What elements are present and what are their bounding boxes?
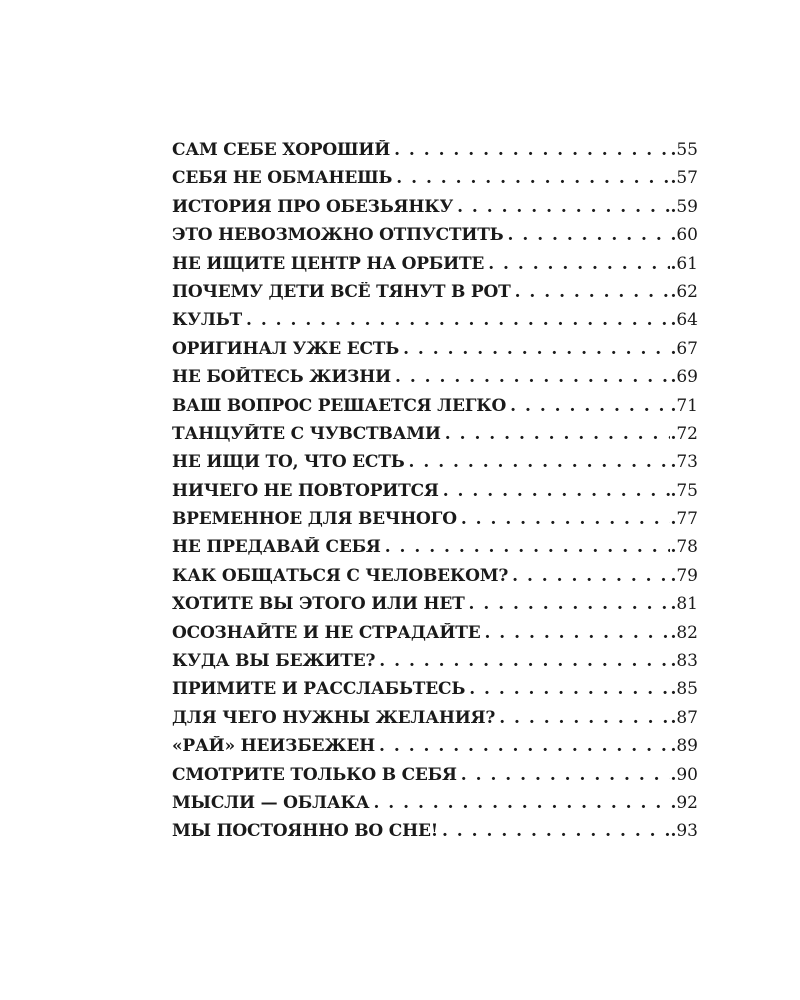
toc-entry[interactable] [172,537,698,565]
toc-entry-page-number: . 83 [670,651,698,671]
toc-entry[interactable] [172,367,698,395]
toc-entry-title: ВАШ ВОПРОС РЕШАЕТСЯ ЛЕГКО [172,395,507,416]
toc-entry-title: НЕ ИЩИ ТО, ЧТО ЕСТЬ [172,452,405,473]
toc-entry-title: МЫСЛИ — ОБЛАКА [172,792,370,813]
toc-entry-title: ПОЧЕМУ ДЕТИ ВСЁ ТЯНУТ В РОТ [172,281,511,302]
toc-entry[interactable] [172,282,698,310]
toc-entry[interactable] [172,623,698,651]
toc-entry-title: ТАНЦУЙТЕ С ЧУВСТВАМИ [172,423,441,444]
toc-entry-title: САМ СЕБЕ ХОРОШИЙ [172,140,391,160]
dot-leader [457,765,671,785]
dot-leader [375,651,670,671]
dot-leader [465,679,670,699]
toc-entry-page-number: . 77 [670,509,698,529]
toc-entry-page-number: . 93 [670,821,698,841]
toc-entry[interactable] [172,594,698,622]
dot-leader [375,736,670,756]
toc-entry-page-number: . 82 [670,623,698,643]
toc-entry-title: НИЧЕГО НЕ ПОВТОРИТСЯ [172,480,439,501]
toc-entry-page-number: . 92 [670,793,698,813]
dot-leader [511,282,671,302]
dot-leader [242,310,670,330]
dot-leader [484,254,670,274]
toc-entry[interactable] [172,424,698,452]
dot-leader [399,339,670,359]
toc-entry-page-number: . 75 [670,481,698,501]
toc-entry[interactable] [172,339,698,367]
toc-entry-title: КУЛЬТ [172,310,242,331]
toc-entry[interactable] [172,736,698,764]
toc-entry[interactable] [172,651,698,679]
toc-entry-page-number: . 61 [670,254,698,274]
toc-entry-page-number: . 89 [670,736,698,756]
toc-entry[interactable] [172,793,698,821]
toc-entry-page-number: . 55 [670,140,698,160]
toc-entry-title: КАК ОБЩАТЬСЯ С ЧЕЛОВЕКОМ? [172,565,509,586]
toc-entry-page-number: . 73 [670,452,698,472]
toc-entry-title: «РАЙ» НЕИЗБЕЖЕН [172,736,376,757]
toc-entry-title: НЕ ИЩИТЕ ЦЕНТР НА ОРБИТЕ [172,253,485,274]
dot-leader [369,793,670,813]
toc-entry-title: КУДА ВЫ БЕЖИТЕ? [172,651,376,672]
toc-entry-title: ИСТОРИЯ ПРО ОБЕЗЬЯНКУ [172,196,454,217]
dot-leader [439,481,671,501]
toc-entry-title: НЕ ПРЕДАВАЙ СЕБЯ [172,537,381,558]
toc-entry-title: ХОТИТЕ ВЫ ЭТОГО ИЛИ НЕТ [172,594,465,615]
toc-entry-title: СМОТРИТЕ ТОЛЬКО В СЕБЯ [172,764,457,785]
toc-entry[interactable] [172,140,698,168]
dot-leader [504,225,671,245]
dot-leader [457,509,671,529]
toc-entry-page-number: . 67 [670,339,698,359]
toc-entry-title: ОРИГИНАЛ УЖЕ ЕСТЬ [172,338,400,359]
toc-entry-title: МЫ ПОСТОЯННО ВО СНЕ! [172,821,438,842]
dot-leader [390,140,670,160]
toc-entry[interactable] [172,821,698,849]
dot-leader [465,594,671,614]
toc-entry-title: ЭТО НЕВОЗМОЖНО ОТПУСТИТЬ [172,225,504,246]
dot-leader [453,197,670,217]
dot-leader [381,537,671,557]
table-of-contents [172,140,698,850]
dot-leader [438,821,670,841]
toc-entry-page-number: . 57 [670,168,698,188]
toc-entry-page-number: . 62 [670,282,698,302]
toc-entry-title: ВРЕМЕННОЕ ДЛЯ ВЕЧНОГО [172,509,457,530]
toc-entry-page-number: . 64 [670,310,698,330]
dot-leader [506,396,670,416]
toc-entry-title: ПРИМИТЕ И РАССЛАБЬТЕСЬ [172,679,466,700]
toc-entry[interactable] [172,708,698,736]
toc-entry[interactable] [172,679,698,707]
toc-entry[interactable] [172,225,698,253]
toc-entry-page-number: . 60 [670,225,698,245]
dot-leader [495,708,670,728]
toc-entry-page-number: . 69 [670,367,698,387]
toc-entry[interactable] [172,197,698,225]
toc-entry-page-number: . 85 [670,679,698,699]
dot-leader [480,623,670,643]
toc-entry-page-number: . 78 [670,537,698,557]
toc-entry-page-number: . 87 [670,708,698,728]
toc-entry[interactable] [172,310,698,338]
toc-entry-title: СЕБЯ НЕ ОБМАНЕШЬ [172,168,393,189]
toc-entry[interactable] [172,566,698,594]
dot-leader [392,168,670,188]
dot-leader [441,424,671,444]
toc-entry-page-number: . 79 [670,566,698,586]
toc-entry[interactable] [172,481,698,509]
toc-entry[interactable] [172,254,698,282]
toc-entry-page-number: . 72 [670,424,698,444]
dot-leader [391,367,670,387]
toc-entry[interactable] [172,168,698,196]
toc-entry-page-number: . 90 [670,765,698,785]
dot-leader [405,452,671,472]
toc-entry-page-number: . 71 [670,396,698,416]
toc-entry-title: ДЛЯ ЧЕГО НУЖНЫ ЖЕЛАНИЯ? [172,707,496,728]
toc-entry[interactable] [172,765,698,793]
toc-entry[interactable] [172,452,698,480]
toc-entry[interactable] [172,396,698,424]
toc-entry-page-number: . 81 [670,594,698,614]
toc-entry-page-number: . 59 [670,197,698,217]
toc-entry[interactable] [172,509,698,537]
toc-entry-title: НЕ БОЙТЕСЬ ЖИЗНИ [172,367,391,388]
toc-entry-title: ОСОЗНАЙТЕ И НЕ СТРАДАЙТЕ [172,622,481,643]
dot-leader [508,566,670,586]
